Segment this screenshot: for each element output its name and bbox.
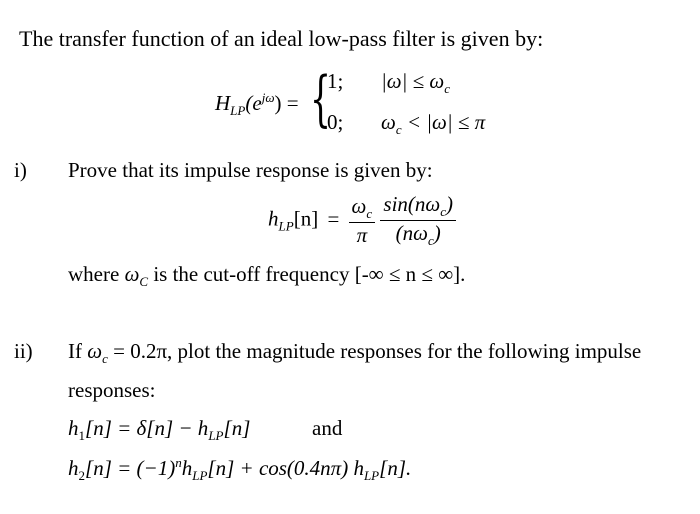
h1-sub2: LP [208,428,224,444]
where-sym: ω [124,262,140,286]
h2-mid3: [n] + cos(0.4nπ) h [207,456,364,480]
frac2-num: sin(nω [383,192,441,216]
h1-post: [n] [223,416,251,440]
impulse-response-equation [268,192,456,249]
case1-cond-text: |ω| ≤ ω [381,69,445,93]
fraction-wc-over-pi [349,194,376,248]
case1-value: 1; [327,69,344,93]
where-post: is the cut-off frequency [-∞ ≤ n ≤ ∞]. [148,262,466,286]
h2-equation [68,455,411,484]
ii-post: = 0.2π, plot the magnitude responses for the following impulse [107,339,642,363]
where-pre: where [68,262,125,286]
eq-arg: [n] [293,206,319,231]
lhs-close: ) = [274,91,299,115]
eq-sign: = [327,206,340,231]
part-ii-line2: responses: [68,378,156,402]
frac1-den: π [356,222,368,247]
eq-h-sub: LP [278,218,294,234]
h2-sub: 2 [78,468,86,484]
piecewise-brace: { [310,64,332,134]
h2-post: [n]. [379,456,412,480]
case1-condition [381,69,450,97]
frac2-num-close: ) [446,192,454,216]
h2-h: h [68,456,79,480]
h1-sub: 1 [78,428,86,444]
transfer-function-lhs [215,90,299,119]
ii-pre: If [68,339,88,363]
frac2-den-close: ) [433,221,441,246]
ii-sub: c [102,351,108,367]
part-i-prompt: Prove that its impulse response is given by: [68,158,433,182]
intro-text: The transfer function of an ideal low-pass filter is given by: [19,26,544,51]
h-subscript: LP [230,103,246,119]
case2-condition [381,110,485,138]
ii-sym: ω [87,339,103,363]
where-sub: C [139,274,149,290]
h-argument: (e [245,91,262,115]
fraction-sinc [380,192,456,249]
h2-sub3: LP [363,468,380,484]
frac2-den-sub: c [427,233,434,249]
case1-cond-sub: c [444,81,451,97]
h1-h: h [68,416,79,440]
h2-sub2: LP [192,468,208,484]
frac1-num-sub: c [366,205,373,221]
exp-superscript: jω [261,90,275,105]
part-ii-line1 [68,339,641,367]
case2-cond-pre: ω [381,110,396,134]
h2-sup: n [175,455,182,470]
eq-h: h [268,206,279,231]
and-word: and [312,416,343,440]
frac2-den: (nω [395,221,428,246]
case2-cond-sub: c [395,122,402,138]
frac2-num-sub: c [440,204,447,220]
h2-mid2: h [181,456,193,480]
h2-mid: [n] = (−1) [85,456,176,480]
frac1-num: ω [351,193,367,218]
part-i-label: i) [14,158,27,182]
h1-mid: [n] = δ[n] − h [85,416,209,440]
cutoff-description [68,262,465,290]
case2-value: 0; [327,110,344,134]
part-ii-label: ii) [14,339,33,363]
h1-equation [68,416,250,444]
h-symbol: H [215,91,231,115]
case2-cond-post: < |ω| ≤ π [401,110,486,134]
